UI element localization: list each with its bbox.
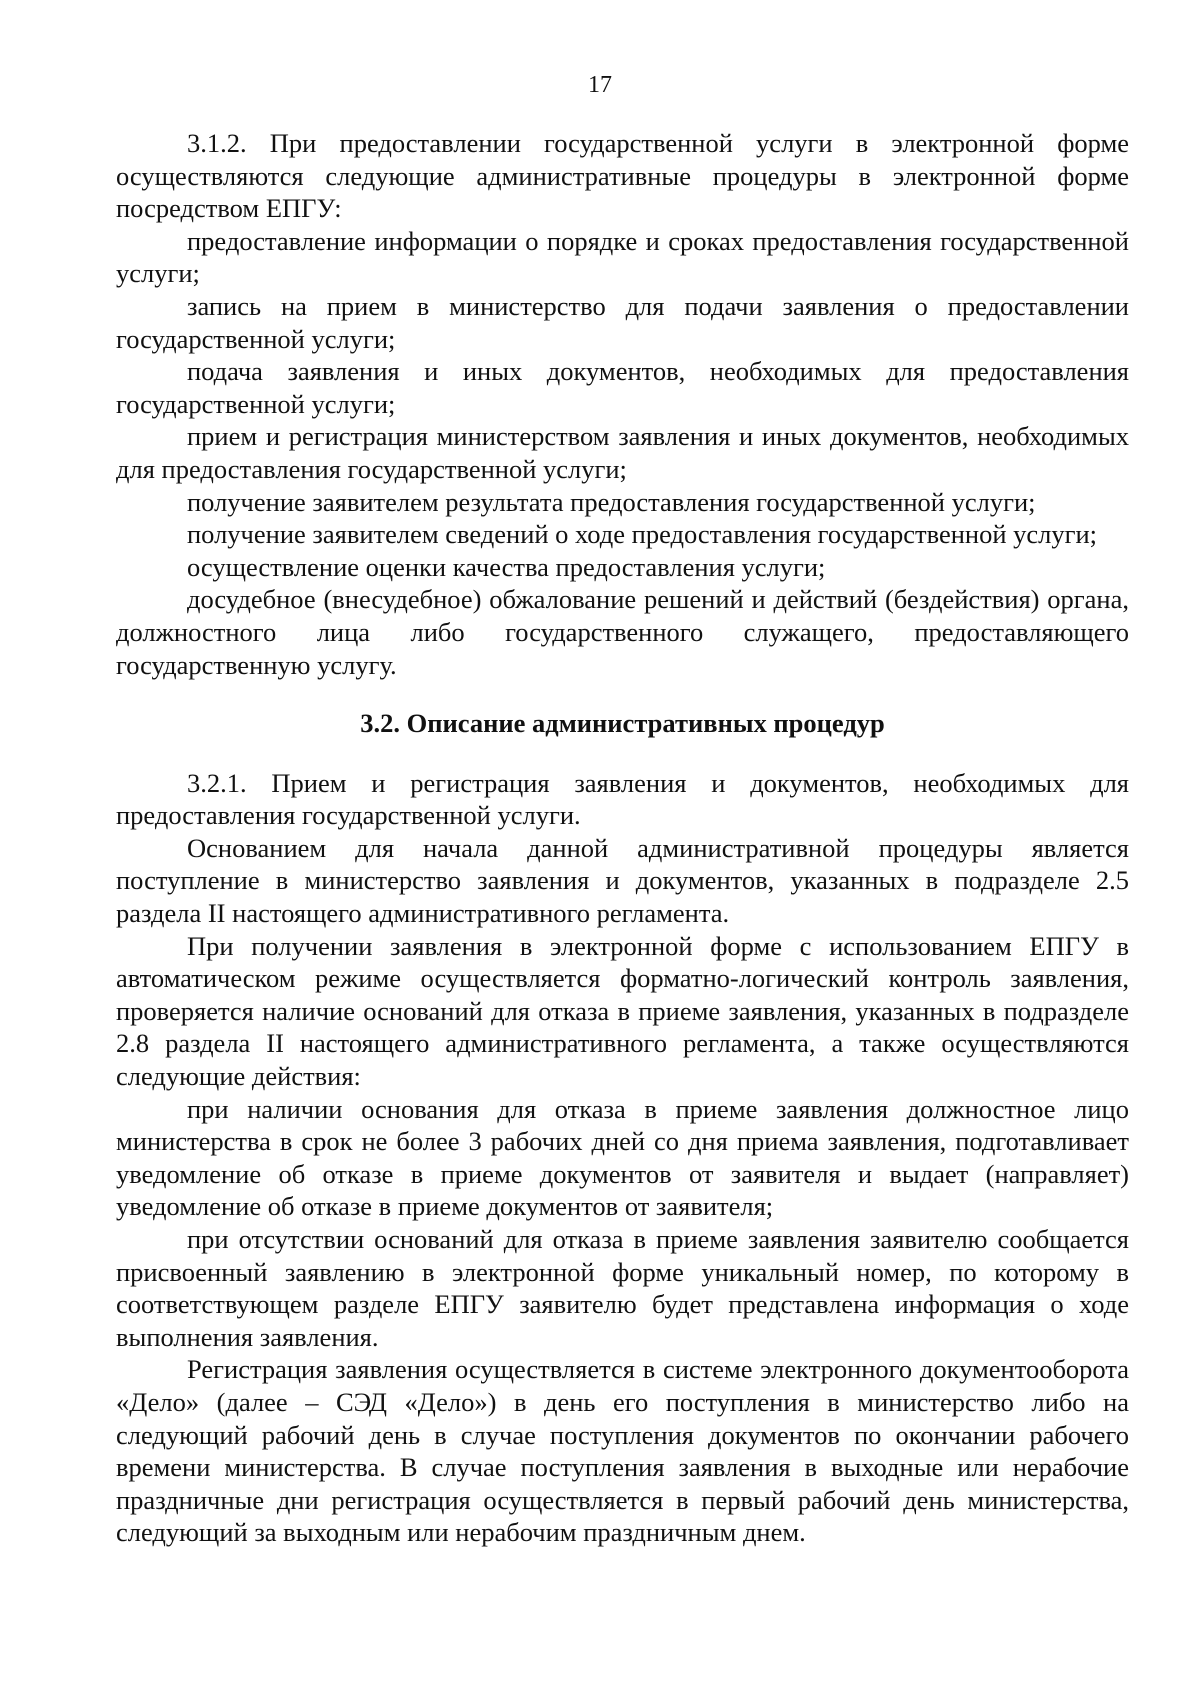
- page-number: 17: [588, 72, 612, 98]
- paragraph: 3.1.2. При предоставлении государственной услуги в электронной форме осуществляются следующие административные процедуры в электронной форме посредством ЕПГУ:: [116, 128, 1129, 224]
- paragraph: Основанием для начала данной административной процедуры является поступление в министерство заявления и документов, указанных в подразделе 2.5 раздела II настоящего административного регламента.: [116, 832, 1129, 929]
- list-item: прием и регистрация министерством заявления и иных документов, необходимых для предоставления государственной услуги;: [116, 421, 1129, 484]
- list-item: получение заявителем сведений о ходе предоставления государственной услуги;: [187, 519, 1098, 550]
- paragraph: 3.2.1. Прием и регистрация заявления и документов, необходимых для предоставления государственной услуги.: [116, 767, 1129, 831]
- list-item: подача заявления и иных документов, необходимых для предоставления государственной услуги;: [116, 356, 1129, 419]
- list-item: осуществление оценки качества предоставления услуги;: [187, 551, 826, 582]
- list-item: запись на прием в министерство для подачи заявления о предоставлении государственной услуги;: [116, 290, 1129, 354]
- section-heading: 3.2. Описание административных процедур: [360, 708, 885, 739]
- list-item: при отсутствии оснований для отказа в приеме заявления заявителю сообщается присвоенный заявлению в электронной форме уникальный номер, по которому в соответствующем разделе ЕПГУ заявителю будет представлена информация о ходе выполнения заявления.: [116, 1224, 1129, 1352]
- list-item: получение заявителем результата предоставления государственной услуги;: [187, 486, 1036, 517]
- list-item: досудебное (внесудебное) обжалование решений и действий (бездействия) органа, должностного лица либо государственного служащего, предоставляющего государственную услугу.: [116, 584, 1129, 680]
- list-item: при наличии основания для отказа в приеме заявления должностное лицо министерства в срок не более 3 рабочих дней со дня приема заявления, подготавливает уведомление об отказе в приеме документов от заявителя и выдает (направляет) уведомление об отказе в приеме документов от заявителя;: [116, 1093, 1129, 1222]
- document-body: [116, 127, 1129, 1549]
- list-item: предоставление информации о порядке и сроках предоставления государственной услуги;: [116, 225, 1129, 289]
- paragraph: Регистрация заявления осуществляется в системе электронного документооборота «Дело» (далее – СЭД «Дело») в день его поступления в министерство либо на следующий рабочий день в случае поступления документов по окончании рабочего времени министерства. В случае поступления заявления в выходные или нерабочие праздничные дни регистрация осуществляется в первый рабочий день министерства, следующий за выходным или нерабочим праздничным днем.: [116, 1354, 1129, 1548]
- paragraph: При получении заявления в электронной форме с использованием ЕПГУ в автоматическом режиме осуществляется форматно-логический контроль заявления, проверяется наличие оснований для отказа в приеме заявления, указанных в подразделе 2.8 раздела II настоящего административного регламента, а также осуществляются следующие действия:: [116, 930, 1129, 1092]
